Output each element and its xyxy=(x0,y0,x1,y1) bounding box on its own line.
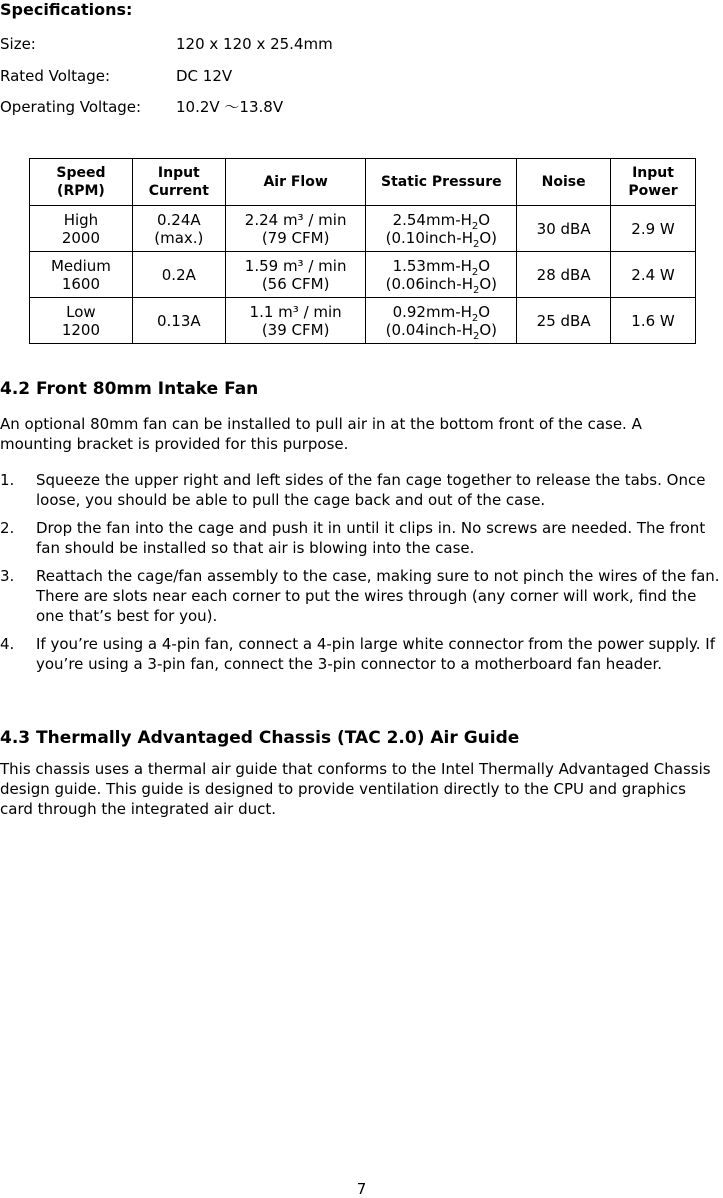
spec-row-rated-voltage xyxy=(0,66,232,86)
spec-row-size xyxy=(0,34,333,54)
cell-pressure: $0.92mm-H_2O$ $(0.04inch-H_2O)$ xyxy=(366,298,517,344)
cell-pressure: $1.53mm-H_2O$ $(0.06inch-H_2O)$ xyxy=(366,252,517,298)
table-header-row xyxy=(30,159,696,206)
cell-power: 2.4 W xyxy=(611,252,696,298)
fan-spec-table xyxy=(29,158,696,344)
cell-noise: 30 dBA xyxy=(517,206,611,252)
table-row xyxy=(30,206,696,252)
list-item xyxy=(0,518,720,558)
section-heading-front-fan: 4.2 Front 80mm Intake Fan xyxy=(0,379,259,399)
cell-noise: 28 dBA xyxy=(517,252,611,298)
cell-airflow: 1.1 m³ / min (39 CFM) xyxy=(225,298,366,344)
spec-value: DC 12V xyxy=(176,67,233,85)
spec-value: 120 x 120 x 25.4mm xyxy=(176,35,333,53)
cell-noise: 25 dBA xyxy=(517,298,611,344)
header-input-current: Input Current xyxy=(132,159,225,206)
section-heading-air-guide: 4.3 Thermally Advantaged Chassis (TAC 2.0) Air Guide xyxy=(0,728,520,748)
page-number: 7 xyxy=(356,1180,367,1198)
cell-airflow: 2.24 m³ / min (79 CFM) xyxy=(225,206,366,252)
step-text: Reattach the cage/fan assembly to the case, making sure to not pinch the wires of the fan. There are slots near each corner to put the wires through (any corner will work, find the one that’s best for you). xyxy=(36,567,720,625)
install-steps-list xyxy=(0,470,720,682)
step-number: 4. xyxy=(0,635,15,653)
list-item xyxy=(0,634,720,674)
step-number: 1. xyxy=(0,471,15,489)
header-speed: Speed (RPM) xyxy=(30,159,133,206)
cell-current: 0.24A (max.) xyxy=(132,206,225,252)
cell-current: 0.13A xyxy=(132,298,225,344)
table-row xyxy=(30,298,696,344)
cell-pressure: $2.54mm-H_2O$ $(0.10inch-H_2O)$ xyxy=(366,206,517,252)
header-input-power: Input Power xyxy=(611,159,696,206)
cell-speed: Low 1200 xyxy=(30,298,133,344)
step-text: Squeeze the upper right and left sides of the fan cage together to release the tabs. Once loose, you should be able to pull the cage back and out of the case. xyxy=(36,471,706,509)
header-air-flow: Air Flow xyxy=(225,159,366,206)
spec-label: Operating Voltage: xyxy=(0,98,142,116)
specifications-title: Specifications: xyxy=(0,0,133,19)
list-item xyxy=(0,470,720,510)
spec-value: 10.2V ～13.8V xyxy=(176,98,284,116)
cell-current: 0.2A xyxy=(132,252,225,298)
header-static-pressure: Static Pressure xyxy=(366,159,517,206)
step-text: If you’re using a 4-pin fan, connect a 4-pin large white connector from the power supply. If you’re using a 3-pin fan, connect the 3-pin connector to a motherboard fan header. xyxy=(36,635,715,673)
table-row xyxy=(30,252,696,298)
section-intro-front-fan: An optional 80mm fan can be installed to pull air in at the bottom front of the case. A mounting bracket is provided for this purpose. xyxy=(0,415,642,453)
spec-label: Size: xyxy=(0,35,36,53)
spec-row-operating-voltage xyxy=(0,97,283,117)
cell-speed: Medium 1600 xyxy=(30,252,133,298)
cell-power: 2.9 W xyxy=(611,206,696,252)
spec-label: Rated Voltage: xyxy=(0,67,111,85)
section-intro-air-guide: This chassis uses a thermal air guide that conforms to the Intel Thermally Advantaged Chassis design guide. This guide is designed to provide ventilation directly to the CPU and graphics card through the integrated air duct. xyxy=(0,760,711,818)
cell-speed: High 2000 xyxy=(30,206,133,252)
header-noise: Noise xyxy=(517,159,611,206)
cell-airflow: 1.59 m³ / min (56 CFM) xyxy=(225,252,366,298)
step-text: Drop the fan into the cage and push it in until it clips in. No screws are needed. The front fan should be installed so that air is blowing into the case. xyxy=(36,519,706,557)
list-item xyxy=(0,566,720,626)
step-number: 2. xyxy=(0,519,15,537)
cell-power: 1.6 W xyxy=(611,298,696,344)
step-number: 3. xyxy=(0,567,15,585)
